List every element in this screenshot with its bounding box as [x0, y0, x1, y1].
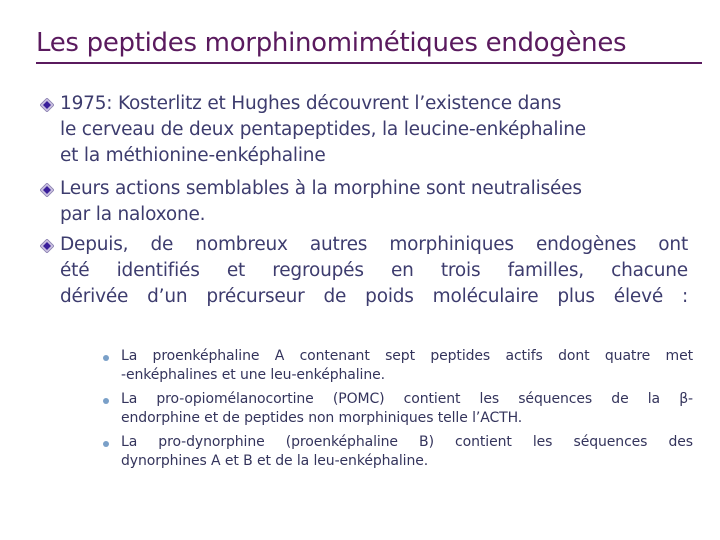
bullet-text: dérivée d’un précurseur de poids moléculaire plus élevé : — [60, 286, 688, 307]
diamond-bullet-icon — [40, 98, 54, 112]
sub-bullet-text: endorphine et de peptides non morphiniques telle l’ACTH. — [121, 410, 523, 426]
sub-bullet-text: La proenképhaline A contenant sept peptides actifs dont quatre met — [121, 348, 693, 364]
bullet-text: été identifiés et regroupés en trois familles, chacune — [60, 260, 688, 281]
sub-bullet-text: -enképhalines et une leu-enképhaline. — [121, 367, 385, 383]
bullet-text: par la naloxone. — [60, 204, 206, 225]
sub-bullet-text: dynorphines A et B et de la leu-enképhaline. — [121, 453, 429, 469]
diamond-bullet-icon — [40, 239, 54, 253]
bullet-text: Depuis, de nombreux autres morphiniques endogènes ont — [60, 234, 688, 255]
title-underline — [36, 62, 702, 64]
sub-bullet-text: La pro-opiomélanocortine (POMC) contient les séquences de la β- — [121, 391, 693, 407]
bullet-text: et la méthionine-enképhaline — [60, 145, 326, 166]
bullet-text: Leurs actions semblables à la morphine sont neutralisées — [60, 178, 582, 199]
diamond-bullet-icon — [40, 183, 54, 197]
dot-bullet-icon — [103, 441, 109, 447]
bullet-text: le cerveau de deux pentapeptides, la leucine-enképhaline — [60, 119, 586, 140]
dot-bullet-icon — [103, 398, 109, 404]
bullet-text: 1975: Kosterlitz et Hughes découvrent l’existence dans — [60, 93, 562, 114]
sub-bullet-text: La pro-dynorphine (proenképhaline B) contient les séquences des — [121, 434, 693, 450]
dot-bullet-icon — [103, 355, 109, 361]
slide-title: Les peptides morphinomimétiques endogènes — [36, 28, 627, 58]
